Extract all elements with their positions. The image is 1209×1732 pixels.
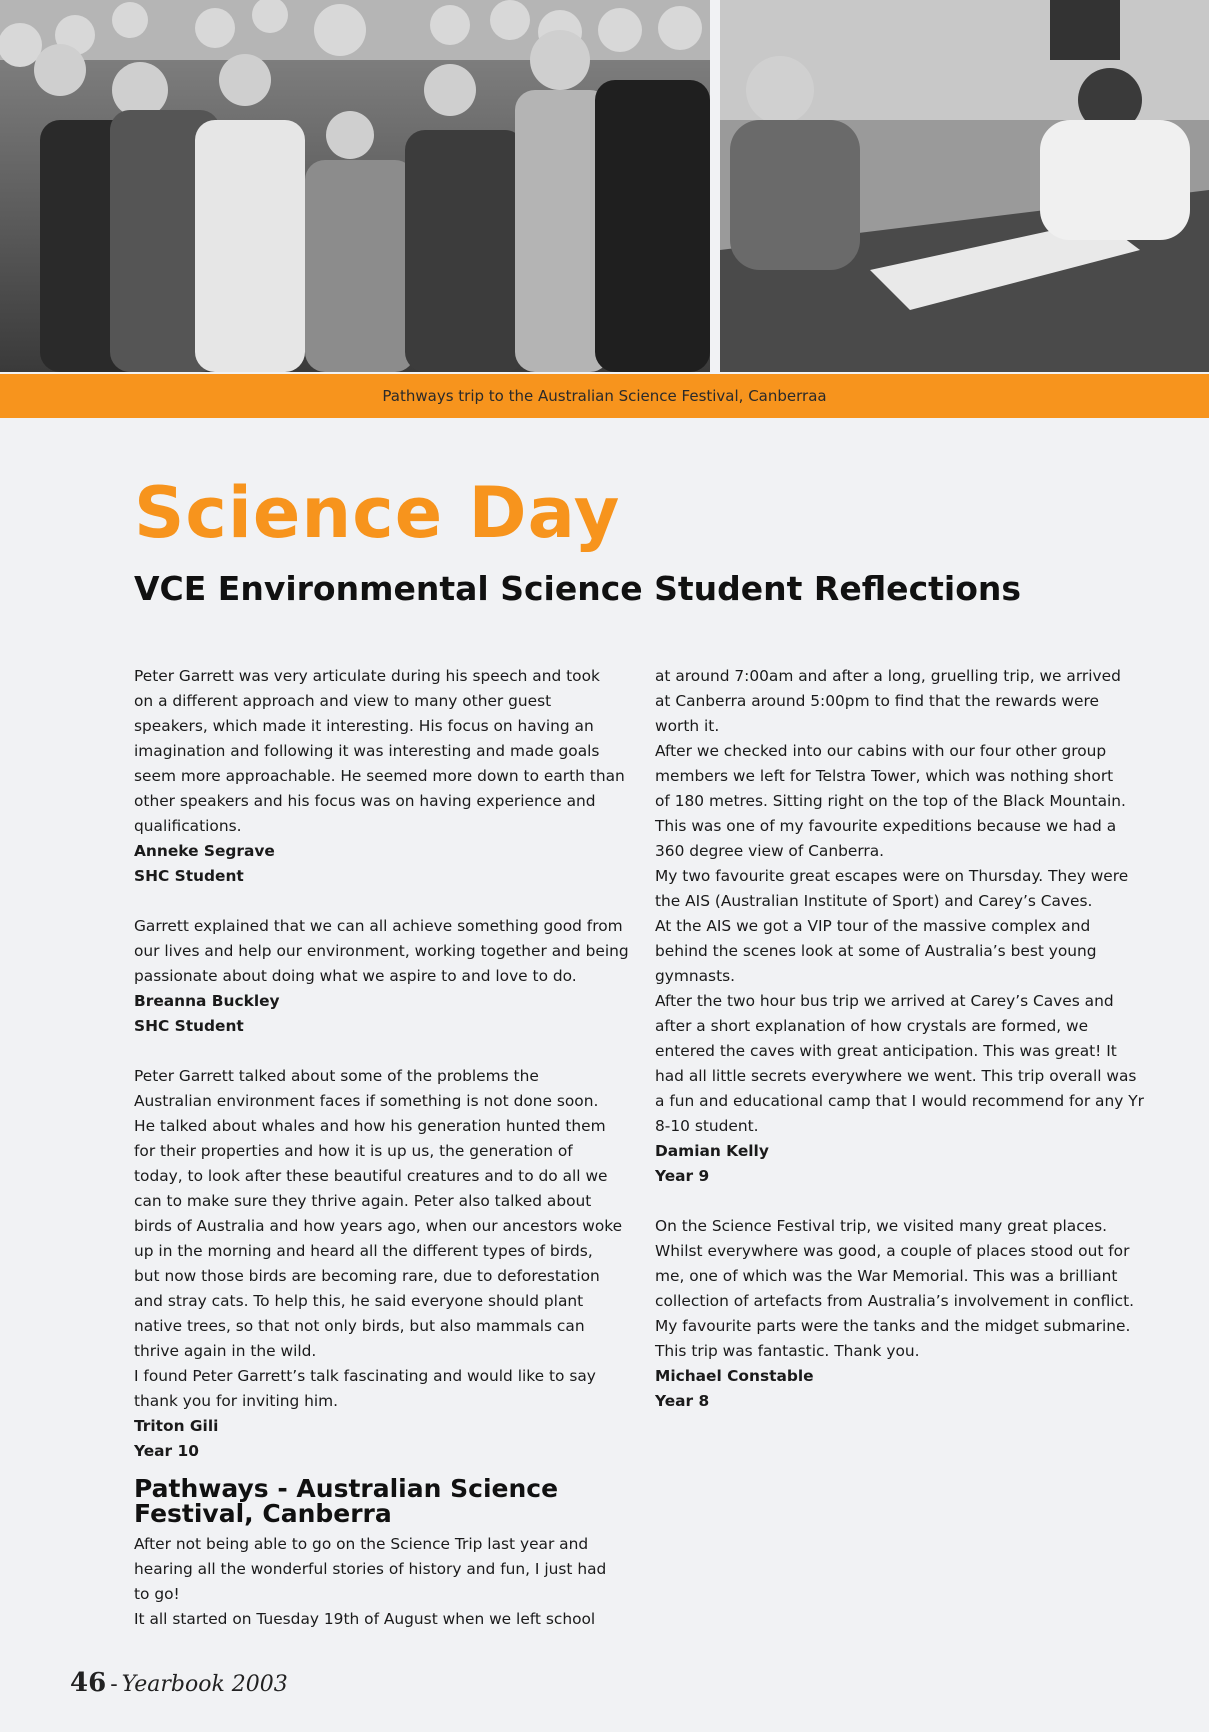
photo-strip — [0, 0, 1209, 372]
text-line: at around 7:00am and after a long, gruelling trip, we arrived — [655, 667, 1121, 685]
microscope-photo — [720, 0, 1209, 372]
page-title: Science Day — [134, 472, 621, 554]
text-line: thank you for inviting him. — [134, 1392, 339, 1410]
text-line: 8-10 student. — [655, 1117, 759, 1135]
text-line: to go! — [134, 1585, 180, 1603]
text-line: Peter Garrett was very articulate during his speech and took — [134, 667, 600, 685]
spacer — [134, 1039, 654, 1064]
text-line: imagination and following it was interesting and made goals — [134, 742, 600, 760]
text-line: Australian environment faces if something is not done soon. — [134, 1092, 599, 1110]
text-line: our lives and help our environment, working together and being — [134, 942, 629, 960]
author-name: Michael Constable — [655, 1367, 814, 1385]
text-line: up in the morning and heard all the different types of birds, — [134, 1242, 593, 1260]
text-line: birds of Australia and how years ago, when our ancestors woke — [134, 1217, 623, 1235]
text-line: At the AIS we got a VIP tour of the massive complex and — [655, 917, 1091, 935]
left-column — [134, 664, 654, 1632]
page-footer — [70, 1668, 288, 1698]
footer-yearbook: Yearbook 2003 — [121, 1672, 288, 1697]
page-subtitle: VCE Environmental Science Student Reflections — [134, 569, 1022, 608]
text-line: My two favourite great escapes were on Thursday. They were — [655, 867, 1129, 885]
text-line: This was one of my favourite expeditions because we had a — [655, 817, 1117, 835]
reflection-gili — [134, 1064, 654, 1464]
group-photo — [0, 0, 710, 372]
text-line: today, to look after these beautiful creatures and to do all we — [134, 1167, 608, 1185]
author-name: Anneke Segrave — [134, 842, 275, 860]
spacer — [655, 1189, 1175, 1214]
text-line: I found Peter Garrett’s talk fascinating and would like to say — [134, 1367, 596, 1385]
pathways-story-continued — [655, 664, 1175, 1189]
text-line: collection of artefacts from Australia’s involvement in conflict. — [655, 1292, 1135, 1310]
reflection-buckley — [134, 914, 654, 1039]
text-line: on a different approach and view to many other guest — [134, 692, 552, 710]
text-line: members we left for Telstra Tower, which was nothing short — [655, 767, 1114, 785]
text-line: of 180 metres. Sitting right on the top of the Black Mountain. — [655, 792, 1126, 810]
text-line: On the Science Festival trip, we visited many great places. — [655, 1217, 1108, 1235]
text-line: speakers, which made it interesting. His focus on having an — [134, 717, 594, 735]
text-line: seem more approachable. He seemed more down to earth than — [134, 767, 625, 785]
text-line: After we checked into our cabins with our four other group — [655, 742, 1107, 760]
text-line: entered the caves with great anticipation. This was great! It — [655, 1042, 1117, 1060]
group-photo-illustration — [0, 0, 710, 372]
section-heading-line: Pathways - Australian Science — [134, 1474, 559, 1503]
text-line: but now those birds are becoming rare, due to deforestation — [134, 1267, 600, 1285]
section-heading-line: Festival, Canberra — [134, 1499, 392, 1528]
text-line: the AIS (Australian Institute of Sport) and Carey’s Caves. — [655, 892, 1093, 910]
text-line: Peter Garrett talked about some of the problems the — [134, 1067, 539, 1085]
author-role: Year 9 — [655, 1167, 710, 1185]
text-line: Whilst everywhere was good, a couple of places stood out for — [655, 1242, 1130, 1260]
text-line: hearing all the wonderful stories of history and fun, I just had — [134, 1560, 607, 1578]
text-line: a fun and educational camp that I would recommend for any Yr — [655, 1092, 1144, 1110]
author-name: Breanna Buckley — [134, 992, 280, 1010]
photo-caption-bar — [0, 374, 1209, 418]
text-line: me, one of which was the War Memorial. This was a brilliant — [655, 1267, 1118, 1285]
text-line: passionate about doing what we aspire to and love to do. — [134, 967, 577, 985]
author-role: Year 8 — [655, 1392, 710, 1410]
text-line: He talked about whales and how his generation hunted them — [134, 1117, 606, 1135]
text-line: After the two hour bus trip we arrived at Carey’s Caves and — [655, 992, 1114, 1010]
author-name: Damian Kelly — [655, 1142, 769, 1160]
text-line: had all little secrets everywhere we went. This trip overall was — [655, 1067, 1137, 1085]
text-line: This trip was fantastic. Thank you. — [655, 1342, 920, 1360]
text-line: other speakers and his focus was on having experience and — [134, 792, 596, 810]
text-line: 360 degree view of Canberra. — [655, 842, 885, 860]
text-line: After not being able to go on the Science Trip last year and — [134, 1535, 589, 1553]
footer-dash: - — [110, 1672, 118, 1697]
reflection-segrave — [134, 664, 654, 889]
photo-caption: Pathways trip to the Australian Science Festival, Canberraa — [382, 387, 827, 405]
text-line: behind the scenes look at some of Australia’s best young — [655, 942, 1097, 960]
author-role: SHC Student — [134, 1017, 244, 1035]
text-line: qualifications. — [134, 817, 242, 835]
text-line: thrive again in the wild. — [134, 1342, 317, 1360]
author-role: Year 10 — [134, 1442, 199, 1460]
microscope-photo-illustration — [720, 0, 1209, 372]
author-role: SHC Student — [134, 867, 244, 885]
text-line: native trees, so that not only birds, but also mammals can — [134, 1317, 585, 1335]
text-line: at Canberra around 5:00pm to find that the rewards were — [655, 692, 1099, 710]
text-line: can to make sure they thrive again. Peter also talked about — [134, 1192, 592, 1210]
author-name: Triton Gili — [134, 1417, 219, 1435]
pathways-story-start — [134, 1532, 654, 1632]
text-line: Garrett explained that we can all achieve something good from — [134, 917, 623, 935]
text-line: worth it. — [655, 717, 720, 735]
page-number: 46 — [70, 1668, 107, 1698]
spacer — [134, 889, 654, 914]
text-line: for their properties and how it is up us, the generation of — [134, 1142, 573, 1160]
text-line: It all started on Tuesday 19th of August when we left school — [134, 1610, 596, 1628]
text-line: gymnasts. — [655, 967, 736, 985]
text-line: My favourite parts were the tanks and the midget submarine. — [655, 1317, 1131, 1335]
section-heading — [134, 1476, 654, 1526]
text-line: and stray cats. To help this, he said everyone should plant — [134, 1292, 584, 1310]
reflection-constable — [655, 1214, 1175, 1414]
text-line: after a short explanation of how crystals are formed, we — [655, 1017, 1089, 1035]
right-column — [655, 664, 1175, 1414]
